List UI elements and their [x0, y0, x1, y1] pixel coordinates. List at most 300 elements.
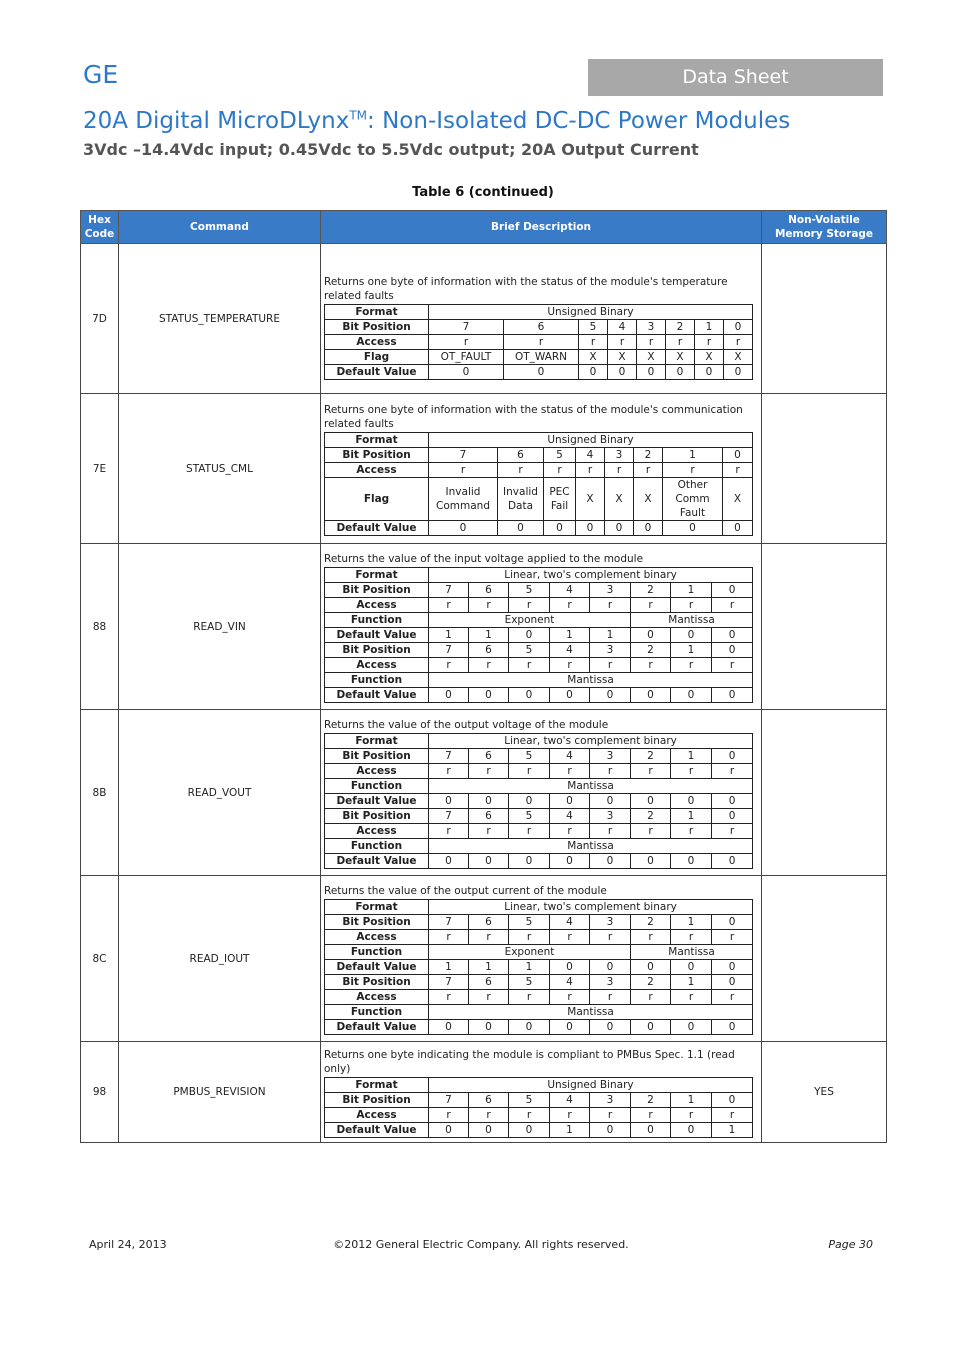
doc-type-banner: Data Sheet: [588, 59, 883, 96]
register-field-value: 0: [509, 628, 550, 643]
register-field-value: 0: [579, 365, 608, 380]
register-field-value: r: [712, 764, 753, 779]
register-field-value: 4: [550, 1093, 590, 1108]
description-cell: [321, 544, 762, 710]
register-field-value: 0: [608, 365, 637, 380]
register-field-value: r: [637, 335, 666, 350]
register-field-label: Format: [325, 568, 429, 583]
register-bit-table: [324, 899, 753, 1035]
register-field-value: r: [723, 463, 753, 478]
register-field-label: Default Value: [325, 365, 429, 380]
register-field-value: X: [666, 350, 695, 365]
register-field-value: 4: [550, 809, 590, 824]
register-field-value: Mantissa: [429, 839, 753, 854]
register-field-value: 5: [509, 915, 550, 930]
register-field-value: r: [695, 335, 724, 350]
register-field-value: 0: [469, 854, 509, 869]
register-field-value: 0: [590, 794, 631, 809]
register-field-value: 0: [631, 628, 671, 643]
register-field-value: r: [429, 764, 469, 779]
register-field-value: r: [509, 930, 550, 945]
register-field-value: r: [576, 463, 605, 478]
register-field-value: r: [631, 1108, 671, 1123]
register-field-value: r: [429, 824, 469, 839]
register-row: [325, 583, 753, 598]
register-field-value: 4: [550, 643, 590, 658]
register-field-label: Access: [325, 463, 429, 478]
register-field-value: 1: [671, 809, 712, 824]
register-field-value: 0: [429, 854, 469, 869]
description-text: Returns the value of the output voltage of the module: [324, 719, 609, 731]
register-field-value: 0: [631, 1123, 671, 1138]
register-field-value: 7: [429, 583, 469, 598]
register-field-label: Format: [325, 900, 429, 915]
register-field-value: r: [724, 335, 753, 350]
register-field-value: 1: [663, 448, 723, 463]
register-field-value: 0: [723, 521, 753, 536]
register-row: [325, 448, 753, 463]
register-row: [325, 990, 753, 1005]
register-field-value: 0: [469, 1123, 509, 1138]
register-field-value: 0: [429, 1020, 469, 1035]
register-field-value: r: [631, 764, 671, 779]
register-field-value: Linear, two's complement binary: [429, 900, 753, 915]
register-field-value: r: [550, 658, 590, 673]
non-volatile-cell: [762, 544, 887, 710]
register-field-value: 1: [469, 960, 509, 975]
register-field-value: 2: [631, 583, 671, 598]
register-field-value: r: [469, 658, 509, 673]
register-field-value: 0: [631, 1020, 671, 1035]
register-row: [325, 688, 753, 703]
description-text: Returns one byte of information with the status of the module's temperature related faults: [324, 276, 728, 302]
register-field-value: 0: [712, 1093, 753, 1108]
register-field-label: Function: [325, 613, 429, 628]
register-field-value: 0: [509, 854, 550, 869]
command-name-cell: PMBUS_REVISION: [119, 1042, 321, 1143]
register-row: [325, 320, 753, 335]
register-field-value: 4: [608, 320, 637, 335]
register-row: [325, 643, 753, 658]
register-field-label: Access: [325, 764, 429, 779]
description-cell: [321, 394, 762, 544]
register-field-value: r: [671, 990, 712, 1005]
register-field-label: Bit Position: [325, 583, 429, 598]
non-volatile-cell: [762, 394, 887, 544]
table-row: [81, 394, 887, 544]
description-text: Returns one byte indicating the module is compliant to PMBus Spec. 1.1 (read only): [324, 1049, 735, 1075]
register-field-value: r: [469, 1108, 509, 1123]
register-field-value: OT_FAULT: [429, 350, 504, 365]
register-row: [325, 365, 753, 380]
register-field-label: Bit Position: [325, 975, 429, 990]
register-field-value: 0: [695, 365, 724, 380]
register-field-label: Format: [325, 433, 429, 448]
register-field-value: r: [550, 990, 590, 1005]
register-field-value: 0: [509, 1123, 550, 1138]
register-row: [325, 1108, 753, 1123]
register-field-value: 0: [429, 365, 504, 380]
register-row: [325, 779, 753, 794]
register-field-value: 6: [504, 320, 579, 335]
register-field-value: Unsigned Binary: [429, 433, 753, 448]
table-row: [81, 710, 887, 876]
register-field-value: 1: [671, 915, 712, 930]
register-field-label: Format: [325, 305, 429, 320]
register-field-value: X: [579, 350, 608, 365]
description-cell: [321, 244, 762, 394]
register-field-value: 5: [509, 1093, 550, 1108]
register-field-value: 0: [429, 1123, 469, 1138]
register-field-value: X: [637, 350, 666, 365]
command-name-cell: STATUS_TEMPERATURE: [119, 244, 321, 394]
register-field-value: r: [469, 824, 509, 839]
register-field-label: Access: [325, 930, 429, 945]
register-row: [325, 764, 753, 779]
register-field-value: 0: [671, 688, 712, 703]
register-field-value: 5: [509, 975, 550, 990]
register-field-value: PEC Fail: [544, 478, 576, 521]
non-volatile-cell: [762, 710, 887, 876]
register-field-value: 6: [469, 643, 509, 658]
register-field-value: Unsigned Binary: [429, 1078, 753, 1093]
register-field-value: 5: [579, 320, 608, 335]
register-field-value: 0: [712, 915, 753, 930]
register-field-value: 0: [631, 960, 671, 975]
register-field-value: r: [631, 598, 671, 613]
register-field-value: Linear, two's complement binary: [429, 568, 753, 583]
register-field-value: 0: [429, 688, 469, 703]
register-field-value: 0: [429, 794, 469, 809]
register-field-value: 0: [712, 628, 753, 643]
register-row: [325, 658, 753, 673]
register-field-label: Bit Position: [325, 915, 429, 930]
register-field-value: 4: [550, 749, 590, 764]
command-name-cell: STATUS_CML: [119, 394, 321, 544]
header-brief-description: Brief Description: [321, 211, 762, 244]
register-field-value: Mantissa: [429, 779, 753, 794]
register-field-value: r: [469, 990, 509, 1005]
register-field-value: X: [576, 478, 605, 521]
register-field-value: r: [550, 824, 590, 839]
title-main: 20A Digital MicroDLynx: [83, 108, 350, 134]
register-field-value: 0: [637, 365, 666, 380]
register-row: [325, 1078, 753, 1093]
register-field-value: 0: [469, 794, 509, 809]
register-row: [325, 1020, 753, 1035]
register-field-value: 2: [631, 809, 671, 824]
register-field-value: r: [590, 598, 631, 613]
register-field-value: 0: [469, 688, 509, 703]
register-field-value: 5: [509, 643, 550, 658]
footer-copyright: ©2012 General Electric Company. All rights reserved.: [333, 1238, 629, 1251]
register-field-value: r: [663, 463, 723, 478]
register-field-value: 1: [671, 975, 712, 990]
register-field-value: 0: [723, 448, 753, 463]
register-row: [325, 350, 753, 365]
register-field-value: 4: [550, 975, 590, 990]
register-field-value: r: [605, 463, 634, 478]
register-field-value: 7: [429, 749, 469, 764]
register-row: [325, 433, 753, 448]
register-field-value: 5: [509, 809, 550, 824]
register-field-label: Function: [325, 1005, 429, 1020]
register-field-value: 6: [469, 809, 509, 824]
register-row: [325, 521, 753, 536]
register-field-value: 0: [509, 1020, 550, 1035]
register-field-value: 5: [509, 749, 550, 764]
register-field-value: r: [509, 1108, 550, 1123]
register-field-value: r: [712, 990, 753, 1005]
register-field-value: 5: [544, 448, 576, 463]
non-volatile-cell: [762, 876, 887, 1042]
register-field-value: 0: [631, 688, 671, 703]
register-field-label: Bit Position: [325, 320, 429, 335]
register-field-value: r: [712, 1108, 753, 1123]
register-bit-table: [324, 1077, 753, 1138]
register-bit-table: [324, 304, 753, 380]
register-row: [325, 915, 753, 930]
register-field-value: 6: [469, 749, 509, 764]
register-field-label: Access: [325, 335, 429, 350]
register-field-value: 0: [671, 628, 712, 643]
description-cell: [321, 710, 762, 876]
register-field-value: 7: [429, 1093, 469, 1108]
register-field-value: 7: [429, 448, 498, 463]
register-field-value: r: [666, 335, 695, 350]
register-field-value: 3: [590, 583, 631, 598]
register-field-value: 0: [590, 1020, 631, 1035]
register-field-label: Function: [325, 779, 429, 794]
register-field-value: X: [634, 478, 663, 521]
register-field-value: 3: [590, 915, 631, 930]
register-field-value: r: [671, 930, 712, 945]
register-field-label: Access: [325, 824, 429, 839]
description-cell: [321, 876, 762, 1042]
register-field-value: 1: [469, 628, 509, 643]
register-field-value: r: [429, 1108, 469, 1123]
register-field-value: 0: [550, 1020, 590, 1035]
register-field-value: 0: [550, 688, 590, 703]
register-field-value: Exponent: [429, 945, 631, 960]
register-field-value: 0: [590, 854, 631, 869]
register-field-value: r: [712, 598, 753, 613]
register-field-label: Default Value: [325, 521, 429, 536]
register-field-value: r: [590, 1108, 631, 1123]
register-field-value: 0: [712, 643, 753, 658]
register-field-label: Bit Position: [325, 749, 429, 764]
register-field-value: r: [550, 598, 590, 613]
register-field-value: Invalid Command: [429, 478, 498, 521]
register-field-value: r: [509, 598, 550, 613]
register-field-value: r: [712, 930, 753, 945]
register-field-label: Default Value: [325, 854, 429, 869]
register-field-value: r: [504, 335, 579, 350]
register-field-value: Other Comm Fault: [663, 478, 723, 521]
register-field-value: 3: [590, 749, 631, 764]
register-field-value: r: [671, 658, 712, 673]
register-field-value: 1: [550, 628, 590, 643]
register-row: [325, 598, 753, 613]
register-field-value: 2: [631, 915, 671, 930]
register-row: [325, 628, 753, 643]
register-field-value: r: [579, 335, 608, 350]
register-field-value: 1: [695, 320, 724, 335]
register-field-value: 3: [637, 320, 666, 335]
register-field-value: Exponent: [429, 613, 631, 628]
register-field-value: r: [429, 990, 469, 1005]
footer-date: April 24, 2013: [89, 1238, 167, 1251]
register-row: [325, 900, 753, 915]
register-field-value: r: [631, 930, 671, 945]
register-field-value: 7: [429, 975, 469, 990]
register-field-value: Mantissa: [631, 945, 753, 960]
register-field-value: 0: [671, 960, 712, 975]
register-bit-table: [324, 432, 753, 536]
register-field-label: Function: [325, 673, 429, 688]
command-name-cell: READ_VIN: [119, 544, 321, 710]
register-field-value: r: [429, 598, 469, 613]
register-field-value: 0: [724, 320, 753, 335]
register-field-value: X: [724, 350, 753, 365]
register-field-label: Bit Position: [325, 448, 429, 463]
register-field-value: 1: [671, 1093, 712, 1108]
register-field-value: 1: [429, 628, 469, 643]
register-row: [325, 975, 753, 990]
header-command: Command: [119, 211, 321, 244]
register-field-value: 0: [712, 975, 753, 990]
register-row: [325, 839, 753, 854]
register-field-value: r: [590, 990, 631, 1005]
register-field-value: 0: [712, 794, 753, 809]
command-name-cell: READ_IOUT: [119, 876, 321, 1042]
register-field-value: 2: [634, 448, 663, 463]
register-field-value: r: [544, 463, 576, 478]
register-field-value: Mantissa: [429, 1005, 753, 1020]
register-field-label: Default Value: [325, 1020, 429, 1035]
register-row: [325, 463, 753, 478]
register-field-value: r: [509, 824, 550, 839]
register-field-label: Default Value: [325, 1123, 429, 1138]
register-field-value: 6: [469, 583, 509, 598]
header-non-volatile: Non-Volatile Memory Storage: [762, 211, 887, 244]
brand-logo: GE: [83, 60, 119, 89]
register-field-value: Linear, two's complement binary: [429, 734, 753, 749]
register-field-value: r: [429, 658, 469, 673]
register-field-value: 0: [550, 794, 590, 809]
description-text: Returns the value of the output current of the module: [324, 885, 607, 897]
register-field-value: 0: [724, 365, 753, 380]
command-table: [80, 210, 887, 1143]
register-field-value: 0: [590, 688, 631, 703]
register-field-value: 3: [590, 809, 631, 824]
register-field-label: Bit Position: [325, 643, 429, 658]
register-row: [325, 809, 753, 824]
title-rest: : Non-Isolated DC-DC Power Modules: [367, 108, 791, 134]
non-volatile-cell: YES: [762, 1042, 887, 1143]
register-field-label: Default Value: [325, 688, 429, 703]
register-row: [325, 930, 753, 945]
register-row: [325, 824, 753, 839]
register-field-value: 0: [590, 960, 631, 975]
command-name-cell: READ_VOUT: [119, 710, 321, 876]
register-field-value: 0: [509, 794, 550, 809]
register-field-value: r: [712, 824, 753, 839]
register-field-value: 0: [671, 1123, 712, 1138]
description-cell: [321, 1042, 762, 1143]
register-field-value: 6: [469, 915, 509, 930]
register-field-value: r: [671, 824, 712, 839]
register-field-value: r: [712, 658, 753, 673]
register-row: [325, 613, 753, 628]
register-field-value: 0: [498, 521, 544, 536]
register-field-value: r: [509, 658, 550, 673]
register-field-value: r: [469, 764, 509, 779]
register-field-value: 1: [671, 643, 712, 658]
register-row: [325, 478, 753, 521]
register-field-value: 2: [631, 643, 671, 658]
register-row: [325, 945, 753, 960]
register-field-value: 0: [712, 960, 753, 975]
register-field-value: 0: [663, 521, 723, 536]
register-row: [325, 749, 753, 764]
description-text: Returns one byte of information with the status of the module's communication related faults: [324, 404, 743, 430]
register-field-label: Default Value: [325, 960, 429, 975]
non-volatile-cell: [762, 244, 887, 394]
register-field-value: 4: [550, 583, 590, 598]
header-hex-code: Hex Code: [81, 211, 119, 244]
register-field-value: 3: [590, 1093, 631, 1108]
register-row: [325, 305, 753, 320]
register-row: [325, 1123, 753, 1138]
register-field-label: Format: [325, 1078, 429, 1093]
description-text: Returns the value of the input voltage applied to the module: [324, 553, 644, 565]
register-field-value: 6: [469, 975, 509, 990]
trademark-mark: TM: [349, 108, 368, 123]
register-field-value: 0: [634, 521, 663, 536]
register-field-value: X: [605, 478, 634, 521]
register-field-value: r: [671, 598, 712, 613]
register-field-value: 0: [712, 809, 753, 824]
register-field-value: r: [469, 930, 509, 945]
register-field-label: Flag: [325, 478, 429, 521]
register-field-value: 6: [498, 448, 544, 463]
register-field-value: 3: [590, 643, 631, 658]
register-field-label: Bit Position: [325, 809, 429, 824]
register-field-value: 0: [504, 365, 579, 380]
footer-page-number: Page 30: [828, 1238, 873, 1251]
register-field-value: 1: [671, 749, 712, 764]
register-field-value: r: [509, 764, 550, 779]
register-field-value: 0: [712, 583, 753, 598]
register-field-value: 0: [712, 1020, 753, 1035]
register-field-value: r: [429, 930, 469, 945]
register-field-value: 2: [666, 320, 695, 335]
register-field-value: 0: [544, 521, 576, 536]
register-row: [325, 673, 753, 688]
register-field-value: 0: [509, 688, 550, 703]
register-bit-table: [324, 733, 753, 869]
register-field-value: 2: [631, 749, 671, 764]
register-field-label: Format: [325, 734, 429, 749]
register-field-value: 0: [631, 854, 671, 869]
page-subtitle: 3Vdc –14.4Vdc input; 0.45Vdc to 5.5Vdc output; 20A Output Current: [83, 140, 699, 159]
register-field-value: r: [498, 463, 544, 478]
register-field-value: 4: [550, 915, 590, 930]
register-field-value: 7: [429, 915, 469, 930]
register-field-value: r: [550, 930, 590, 945]
register-field-label: Function: [325, 839, 429, 854]
